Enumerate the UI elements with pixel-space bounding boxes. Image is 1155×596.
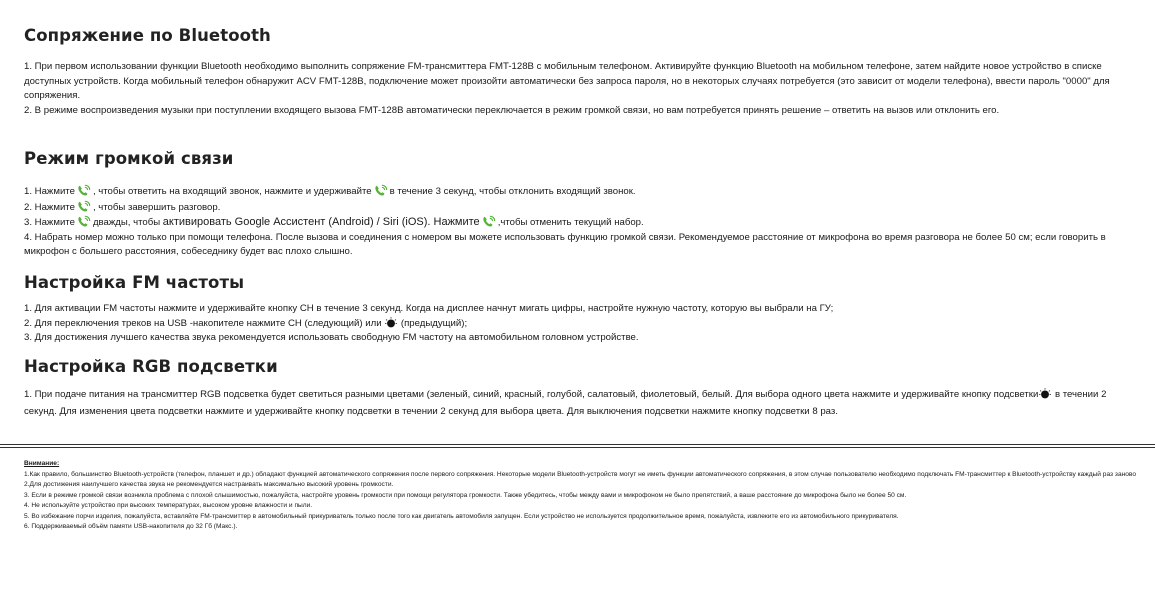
light-bulb-icon bbox=[385, 317, 397, 329]
divider-line bbox=[0, 444, 1155, 445]
notice-item-6: 6. Поддерживаемый объём памяти USB-накопителя до 32 Гб (Макс.). bbox=[24, 523, 238, 530]
section-title-fm: Настройка FM частоты bbox=[24, 273, 245, 292]
section-body-fm bbox=[24, 302, 1140, 346]
divider-line bbox=[0, 447, 1155, 448]
section-body-handsfree bbox=[24, 184, 1140, 260]
phone-call-icon bbox=[77, 215, 91, 228]
section-title-bluetooth: Сопряжение по Bluetooth bbox=[24, 26, 271, 45]
rgb-line-1: 1. При подаче питания на трансмиттер RGB подсветка будет светиться разными цветами (зеленый, синий, красный, голубой, салатовый, фиолетовый, белый. Для выбора одного цвета нажмите и удерживайте кнопку подсветки в течении 2 секунд. Для изменения цвета подсветки нажмите и удерживайте кнопку подсветки в течении 2 секунд для выбора цвета. Для выключения подсветки нажмите кнопку подсветки 8 раз. bbox=[24, 389, 1107, 417]
notice-item-3: 3. Если в режиме громкой связи возникла проблема с плохой слышимостью, пожалуйста, настройте уровень громкости при помощи регулятора громкости. Также убедитесь, чтобы между вами и микрофоном не было препятствий, а ваше расстояние до микрофона было не более 50 см. bbox=[24, 491, 907, 499]
notice-item-2: 2.Для достижения наилучшего качества звука не рекомендуется настраивать максимально высокий уровень громкости. bbox=[24, 481, 394, 488]
phone-call-icon bbox=[77, 184, 91, 197]
phone-call-icon bbox=[77, 200, 91, 213]
notice-block bbox=[24, 459, 1140, 533]
section-title-rgb: Настройка RGB подсветки bbox=[24, 357, 278, 376]
section-body-bluetooth bbox=[24, 60, 1140, 118]
bluetooth-paragraph-2: 2. В режиме воспроизведения музыки при поступлении входящего вызова FMT-128B автоматически переключается в режим громкой связи, но вам потребуется принять решение – ответить на вызов или отклонить его. bbox=[24, 104, 1000, 116]
section-title-handsfree: Режим громкой связи bbox=[24, 149, 234, 168]
phone-call-icon bbox=[374, 184, 388, 197]
light-bulb-icon bbox=[1039, 388, 1051, 400]
handsfree-line-1: 1. Нажмите , чтобы ответить на входящий звонок, нажмите и удерживайте в течение 3 секунд, чтобы отклонить входящий звонок. bbox=[24, 186, 636, 197]
notice-item-1: 1.Как правило, большинство Bluetooth-устройств (телефон, планшет и др.) обладают функцией автоматического сопряжения после первого сопряжения. Некоторые модели Bluetooth-устройств могут не иметь функции автоматического сопряжения, в этом случае пользователю необходимо подключать FM-трансмиттер к Bluetooth-устройству каждый раз заново bbox=[24, 470, 1137, 478]
notice-item-4: 4. Не используйте устройство при высоких температурах, высоком уровне влажности и пыли. bbox=[24, 502, 313, 509]
fm-line-2: 2. Для переключения треков на USB -накопителе нажмите CH (следующий) или (предыдущий); bbox=[24, 317, 468, 329]
notice-item-5: 5. Во избежание порчи изделия, пожалуйста, вставляйте FM-трансмиттер в автомобильный прикуриватель только после того как двигатель автомобиля запущен. Если устройство не используется продолжительное время, пожалуйста, извлеките его из автомобильного прикуривателя. bbox=[24, 512, 899, 520]
section-body-rgb bbox=[24, 386, 1140, 420]
fm-line-3: 3. Для достижения лучшего качества звука рекомендуется использовать свободную FM частоту на автомобильном головном устройстве. bbox=[24, 332, 639, 343]
handsfree-line-3: 3. Нажмите дважды, чтобы активировать Google Ассистент (Android) / Siri (iOS). Нажмите ,чтобы отменить текущий набор. bbox=[24, 216, 644, 228]
notice-title: Внимание: bbox=[24, 460, 60, 467]
handsfree-line-2: 2. Нажмите , чтобы завершить разговор. bbox=[24, 201, 221, 213]
handsfree-line-4: 4. Набрать номер можно только при помощи телефона. После вызова и соединения с номером вы можете использовать функцию громкой связи. Рекомендуемое расстояние от микрофона во время разговора не более 50 см; если говорить в микрофон с большего расстояния, собеседнику будет вас плохо слышно. bbox=[24, 231, 1106, 257]
bluetooth-paragraph-1: 1. При первом использовании функции Bluetooth необходимо выполнить сопряжение FM-трансмиттера FMT-128B с мобильным телефоном. Активируйте функцию Bluetooth на мобильном телефоне, затем найдите новое устройство в списке доступных устройств. Когда мобильный телефон обнаружит ACV FMT-128B, подключение может произойти автоматически без запроса пароля, но в некоторых случаях потребуется (это зависит от модели телефона), ввести пароль "0000" для сопряжения. bbox=[24, 61, 1110, 101]
phone-call-icon bbox=[482, 215, 496, 228]
fm-line-1: 1. Для активации FM частоты нажмите и удерживайте кнопку CH в течение 3 секунд. Когда на дисплее начнут мигать цифры, настройте нужную частоту, которую вы выбрали на ГУ; bbox=[24, 303, 834, 314]
